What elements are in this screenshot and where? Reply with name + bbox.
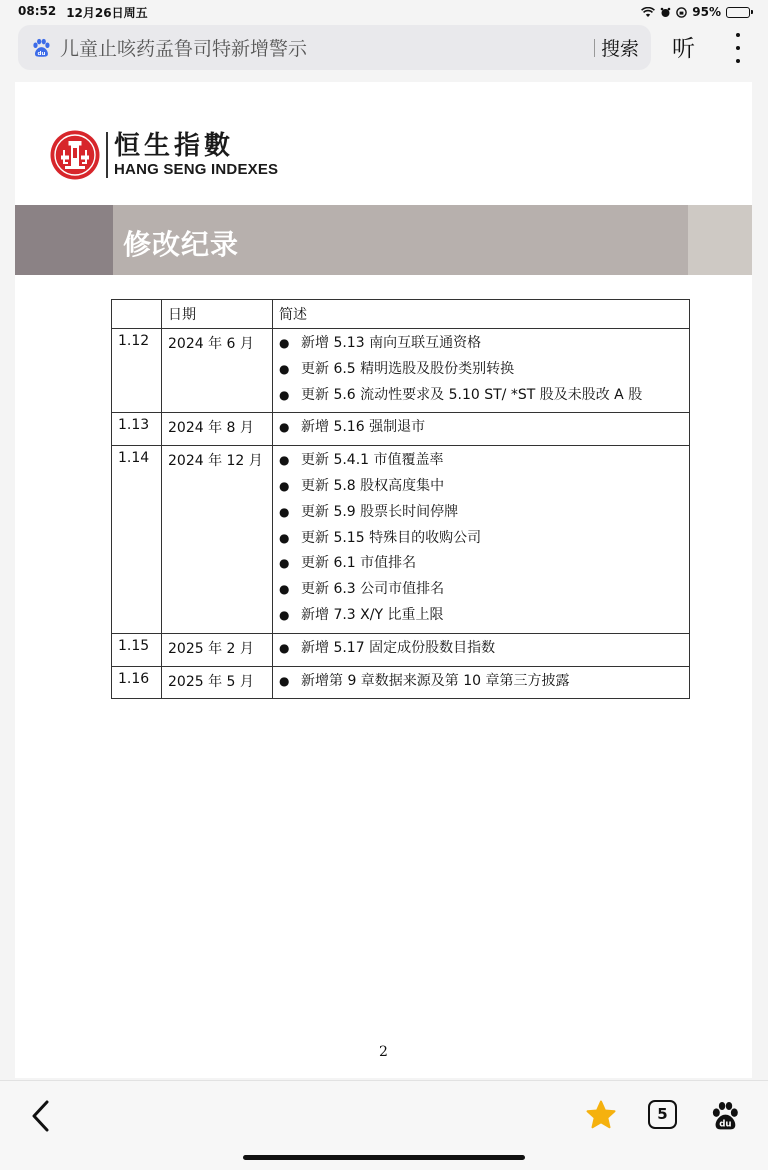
bullet-icon: ●: [279, 504, 290, 519]
logo-separator: [106, 132, 108, 178]
section-title: 修改纪录: [123, 228, 240, 261]
table-row: [112, 446, 690, 634]
summary-list: [279, 333, 683, 410]
bullet-icon: ●: [279, 582, 290, 597]
summary-cell: [273, 329, 690, 413]
list-item: [279, 528, 683, 554]
list-item-text: 更新 6.1 市值排名: [301, 555, 417, 572]
baidu-home-icon[interactable]: [708, 1100, 742, 1132]
header-date: 日期: [162, 300, 273, 329]
list-item-text: 更新 5.6 流动性要求及 5.10 ST/ *ST 股及未股改 A 股: [301, 386, 643, 403]
revision-history-table: [111, 299, 690, 699]
star-icon[interactable]: [585, 1099, 617, 1131]
summary-cell: [273, 413, 690, 446]
table-row: [112, 666, 690, 699]
version-cell: 1.16: [112, 666, 162, 699]
list-item: [279, 579, 683, 605]
search-input[interactable]: 儿童止咳药孟鲁司特新增警示: [60, 38, 308, 60]
bullet-icon: ●: [279, 607, 290, 622]
table-row: [112, 413, 690, 446]
listen-button[interactable]: 听: [672, 30, 695, 63]
list-item-text: 新增 5.16 强制退市: [301, 419, 426, 436]
list-item-text: 更新 5.8 股权高度集中: [301, 477, 445, 494]
list-item: [279, 450, 683, 476]
more-icon[interactable]: [728, 33, 748, 63]
list-item-text: 新增 7.3 X/Y 比重上限: [301, 606, 444, 623]
battery-icon: [726, 7, 750, 18]
list-item-text: 更新 6.5 精明选股及股份类别转换: [301, 360, 515, 377]
date-cell: 2025 年 5 月: [162, 666, 273, 699]
tabs-icon[interactable]: 5: [648, 1100, 677, 1129]
list-item: [279, 359, 683, 385]
version-cell: 1.12: [112, 329, 162, 413]
hang-seng-logo: [50, 130, 278, 180]
svg-text:du: du: [37, 50, 46, 57]
version-cell: 1.15: [112, 633, 162, 666]
search-bar[interactable]: [18, 25, 651, 70]
list-item-text: 更新 5.9 股票长时间停牌: [301, 503, 459, 520]
list-item-text: 更新 5.15 特殊目的收购公司: [301, 529, 482, 546]
hang-seng-emblem-icon: [50, 130, 100, 180]
list-item-text: 新增 5.17 固定成份股数目指数: [301, 639, 496, 656]
date-cell: 2024 年 6 月: [162, 329, 273, 413]
banner-left-block: [15, 205, 113, 275]
bullet-icon: ●: [279, 640, 290, 655]
date-cell: 2024 年 8 月: [162, 413, 273, 446]
bullet-icon: ●: [279, 387, 290, 402]
search-button[interactable]: 搜索: [601, 34, 639, 61]
bullet-icon: ●: [279, 673, 290, 688]
summary-list: [279, 671, 683, 697]
list-item: [279, 417, 683, 443]
list-item-text: 新增 5.13 南向互联互通资格: [301, 335, 482, 351]
list-item: [279, 502, 683, 528]
summary-cell: [273, 446, 690, 634]
bullet-icon: ●: [279, 361, 290, 376]
home-indicator[interactable]: [243, 1155, 525, 1160]
table-row: [112, 633, 690, 666]
version-cell: 1.13: [112, 413, 162, 446]
table-header-row: [112, 300, 690, 329]
list-item: [279, 385, 683, 411]
section-banner: [15, 205, 752, 275]
search-divider: [594, 39, 595, 57]
list-item-text: 更新 6.3 公司市值排名: [301, 581, 445, 598]
bullet-icon: ●: [279, 336, 290, 350]
summary-list: [279, 638, 683, 664]
header-version: [112, 300, 162, 329]
bottom-toolbar: [0, 1080, 768, 1170]
list-item: [279, 333, 683, 359]
logo-text-english: HANG SENG INDEXES: [114, 161, 279, 178]
baidu-paw-icon: [30, 37, 52, 59]
bullet-icon: ●: [279, 420, 290, 435]
list-item: [279, 553, 683, 579]
battery-percent: 95%: [692, 5, 721, 19]
summary-list: [279, 450, 683, 631]
summary-list: [279, 417, 683, 443]
back-icon[interactable]: [28, 1099, 54, 1133]
wifi-icon: [641, 7, 655, 18]
table-row: [112, 329, 690, 413]
summary-cell: [273, 633, 690, 666]
version-cell: 1.14: [112, 446, 162, 634]
bullet-icon: ●: [279, 556, 290, 571]
list-item: [279, 605, 683, 631]
page-number: 2: [379, 1044, 388, 1060]
status-bar: [0, 0, 768, 24]
list-item: [279, 671, 683, 697]
alarm-icon: [660, 7, 671, 18]
logo-text-chinese: 恒生指數: [114, 131, 235, 161]
status-date: 12月26日周五: [66, 5, 148, 20]
date-cell: 2024 年 12 月: [162, 446, 273, 634]
document-page: [15, 82, 752, 1078]
lock-rotation-icon: [676, 7, 687, 18]
bullet-icon: ●: [279, 530, 290, 545]
bullet-icon: ●: [279, 478, 290, 493]
bullet-icon: ●: [279, 453, 290, 468]
banner-right-block: [688, 205, 752, 275]
list-item: [279, 638, 683, 664]
svg-text:du: du: [719, 1119, 732, 1130]
list-item-text: 更新 5.4.1 市值覆盖率: [301, 452, 444, 469]
date-cell: 2025 年 2 月: [162, 633, 273, 666]
header-summary: 简述: [273, 300, 690, 329]
list-item: [279, 476, 683, 502]
list-item-text: 新增第 9 章数据来源及第 10 章第三方披露: [301, 672, 570, 689]
summary-cell: [273, 666, 690, 699]
status-time: 08:52: [18, 3, 57, 18]
